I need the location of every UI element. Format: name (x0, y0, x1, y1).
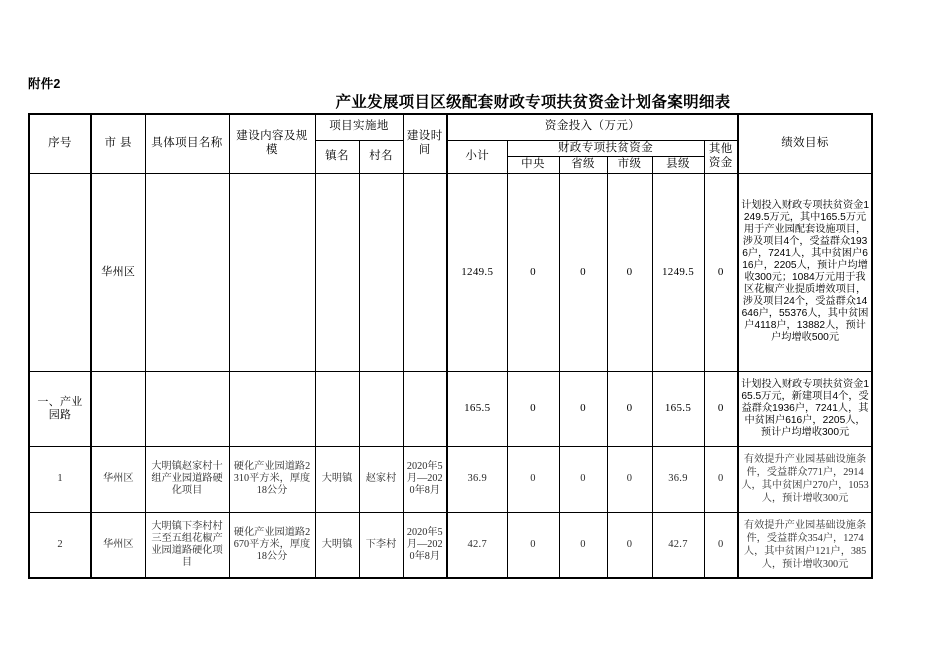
header-central: 中央 (507, 157, 559, 174)
cell-county: 1249.5 (652, 173, 704, 371)
cell-content-scale: 硬化产业园道路2670平方米，厚度18公分 (229, 512, 315, 578)
cell-municipal: 0 (607, 371, 652, 446)
cell-project-name (145, 371, 229, 446)
header-subtotal: 小计 (447, 140, 507, 173)
cell-build-time (403, 371, 447, 446)
cell-central: 0 (507, 173, 559, 371)
table-row[interactable] (29, 446, 872, 512)
header-town: 镇名 (315, 140, 359, 173)
header-provincial: 省级 (559, 157, 607, 174)
cell-town (315, 371, 359, 446)
cell-performance: 计划投入财政专项扶贫资金1249.5万元，其中165.5万元用于产业园配套设施项目，涉及项目4个，受益群众1936户，7241人，其中贫困户616户，2205人，预计户均增收300元；1084万元用于我区花椒产业提质增效项目，涉及项目24个，受益群众14646户，55376人，其中贫困户4118户，13882人，预计户均增收500元 (738, 173, 872, 371)
cell-provincial: 0 (559, 371, 607, 446)
cell-subtotal: 165.5 (447, 371, 507, 446)
header-project-name: 具体项目名称 (145, 114, 229, 173)
header-seq: 序号 (29, 114, 91, 173)
cell-performance: 有效提升产业园基础设施条件，受益群众354户，1274人，其中贫困户121户，385人，预计增收300元 (738, 512, 872, 578)
header-content-scale: 建设内容及规模 (229, 114, 315, 173)
cell-other-funds: 0 (704, 173, 738, 371)
cell-provincial: 0 (559, 512, 607, 578)
table-row[interactable] (29, 371, 872, 446)
cell-provincial: 0 (559, 446, 607, 512)
table-row[interactable] (29, 173, 872, 371)
cell-seq (29, 173, 91, 371)
cell-village (359, 173, 403, 371)
cell-central: 0 (507, 371, 559, 446)
cell-subtotal: 42.7 (447, 512, 507, 578)
cell-seq: 一、产业园路 (29, 371, 91, 446)
cell-other-funds: 0 (704, 446, 738, 512)
cell-county: 42.7 (652, 512, 704, 578)
header-other-funds: 其他资金 (704, 140, 738, 173)
cell-town: 大明镇 (315, 512, 359, 578)
page-title: 产业发展项目区级配套财政专项扶贫资金计划备案明细表 (335, 94, 731, 111)
cell-village: 下李村 (359, 512, 403, 578)
cell-project-name (145, 173, 229, 371)
cell-other-funds: 0 (704, 371, 738, 446)
cell-build-time (403, 173, 447, 371)
header-special-funds-group: 财政专项扶贫资金 (507, 140, 704, 157)
header-city-county: 市 县 (91, 114, 145, 173)
cell-municipal: 0 (607, 446, 652, 512)
cell-municipal: 0 (607, 173, 652, 371)
cell-build-time: 2020年5月—2020年8月 (403, 512, 447, 578)
funding-plan-table (28, 113, 873, 579)
cell-performance: 计划投入财政专项扶贫资金165.5万元，新建项目4个，受益群众1936户，7241人，其中贫困户616户，2205人，预计户均增收300元 (738, 371, 872, 446)
cell-city-county: 华州区 (91, 173, 145, 371)
cell-city-county (91, 371, 145, 446)
cell-project-name: 大明镇下李村村三至五组花椒产业园道路硬化项目 (145, 512, 229, 578)
cell-municipal: 0 (607, 512, 652, 578)
cell-town: 大明镇 (315, 446, 359, 512)
cell-content-scale (229, 173, 315, 371)
cell-seq: 1 (29, 446, 91, 512)
cell-subtotal: 1249.5 (447, 173, 507, 371)
header-location-group: 项目实施地 (315, 114, 403, 140)
table-container (28, 113, 869, 579)
cell-performance: 有效提升产业园基础设施条件，受益群众771户，2914人，其中贫困户270户，1053人，预计增收300元 (738, 446, 872, 512)
cell-project-name: 大明镇赵家村十组产业园道路硬化项目 (145, 446, 229, 512)
cell-content-scale (229, 371, 315, 446)
cell-county: 165.5 (652, 371, 704, 446)
cell-subtotal: 36.9 (447, 446, 507, 512)
header-performance: 绩效目标 (738, 114, 872, 173)
cell-city-county: 华州区 (91, 446, 145, 512)
cell-central: 0 (507, 446, 559, 512)
cell-other-funds: 0 (704, 512, 738, 578)
header-municipal: 市级 (607, 157, 652, 174)
cell-city-county: 华州区 (91, 512, 145, 578)
table-row[interactable] (29, 512, 872, 578)
table-body (29, 173, 872, 578)
cell-content-scale: 硬化产业园道路2310平方米，厚度18公分 (229, 446, 315, 512)
cell-build-time: 2020年5月—2020年8月 (403, 446, 447, 512)
header-build-time: 建设时间 (403, 114, 447, 173)
cell-town (315, 173, 359, 371)
cell-village: 赵家村 (359, 446, 403, 512)
header-funds-group: 资金投入（万元） (447, 114, 738, 140)
cell-seq: 2 (29, 512, 91, 578)
header-county: 县级 (652, 157, 704, 174)
cell-village (359, 371, 403, 446)
cell-county: 36.9 (652, 446, 704, 512)
header-village: 村名 (359, 140, 403, 173)
cell-provincial: 0 (559, 173, 607, 371)
cell-central: 0 (507, 512, 559, 578)
attachment-label: 附件2 (28, 77, 61, 91)
